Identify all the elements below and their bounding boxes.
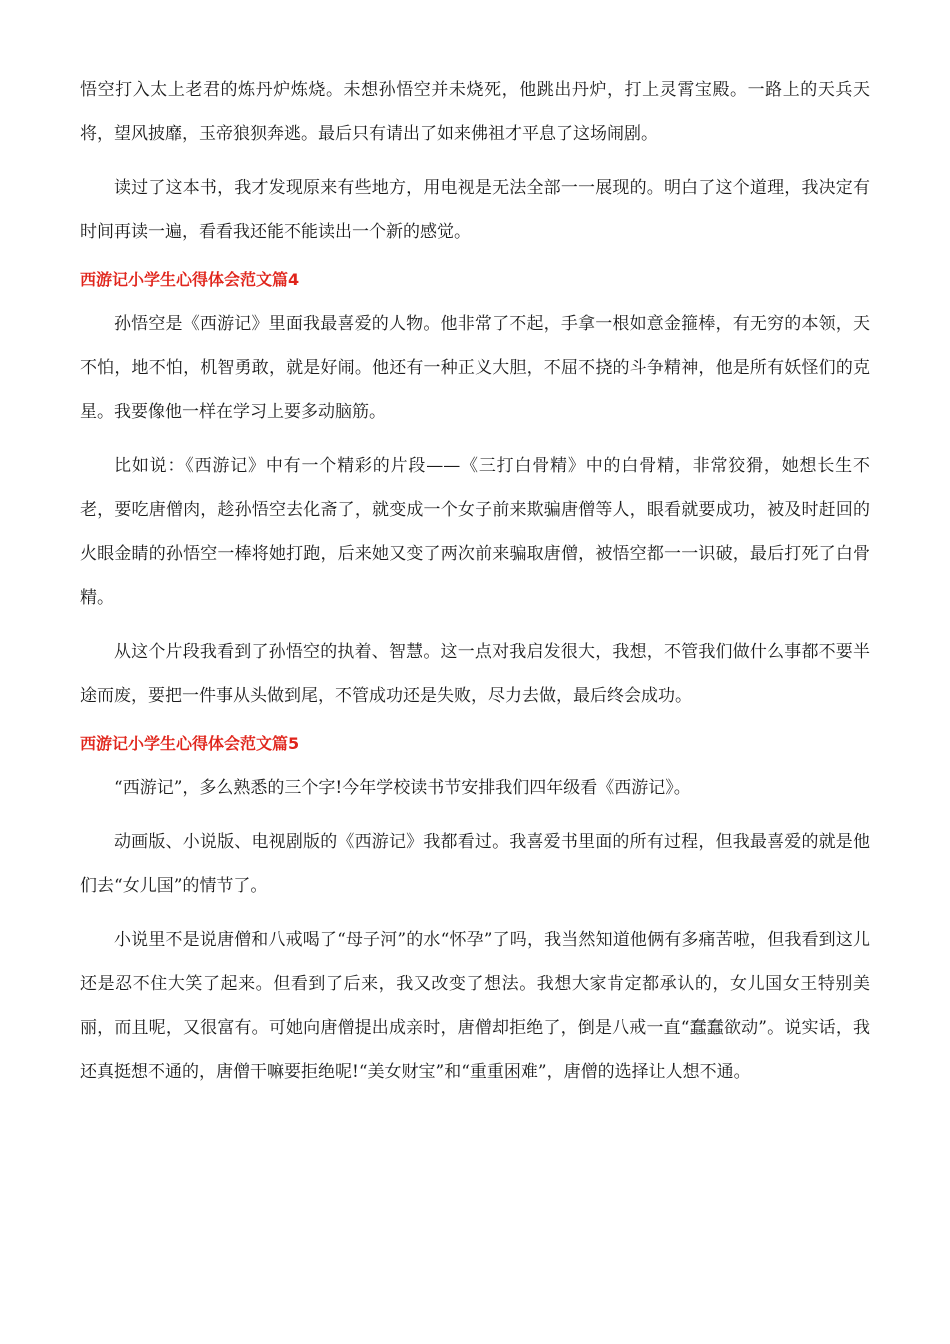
section-heading: 西游记小学生心得体会范文篇5 [80,734,300,753]
document-page [80,68,870,1094]
paragraph: 读过了这本书，我才发现原来有些地方，用电视是无法全部一一展现的。明白了这个道理，我决定有时间再读一遍，看看我还能不能读出一个新的感觉。 [80,178,870,242]
paragraph: 动画版、小说版、电视剧版的《西游记》我都看过。我喜爱书里面的所有过程，但我最喜爱的就是他们去“女儿国”的情节了。 [80,832,870,896]
paragraph: 比如说：《西游记》中有一个精彩的片段——《三打白骨精》中的白骨精，非常狡猾，她想长生不老，要吃唐僧肉，趁孙悟空去化斋了，就变成一个女子前来欺骗唐僧等人，眼看就要成功，被及时赶回的火眼金睛的孙悟空一棒将她打跑，后来她又变了两次前来骗取唐僧，被悟空都一一识破，最后打死了白骨精。 [80,456,870,608]
section-heading: 西游记小学生心得体会范文篇4 [80,270,300,289]
paragraph: 从这个片段我看到了孙悟空的执着、智慧。这一点对我启发很大，我想，不管我们做什么事都不要半途而废，要把一件事从头做到尾，不管成功还是失败，尽力去做，最后终会成功。 [80,642,870,706]
paragraph: “西游记”，多么熟悉的三个字!今年学校读书节安排我们四年级看《西游记》。 [114,778,691,798]
paragraph: 悟空打入太上老君的炼丹炉炼烧。未想孙悟空并未烧死，他跳出丹炉，打上灵霄宝殿。一路上的天兵天将，望风披靡，玉帝狼狈奔逃。最后只有请出了如来佛祖才平息了这场闹剧。 [80,80,870,144]
paragraph: 孙悟空是《西游记》里面我最喜爱的人物。他非常了不起，手拿一根如意金箍棒，有无穷的本领，天不怕，地不怕，机智勇敢，就是好闹。他还有一种正义大胆，不屈不挠的斗争精神，他是所有妖怪们的克星。我要像他一样在学习上要多动脑筋。 [80,314,870,422]
paragraph: 小说里不是说唐僧和八戒喝了“母子河”的水“怀孕”了吗，我当然知道他俩有多痛苦啦，但我看到这儿还是忍不住大笑了起来。但看到了后来，我又改变了想法。我想大家肯定都承认的，女儿国女王特别美丽，而且呢，又很富有。可她向唐僧提出成亲时，唐僧却拒绝了，倒是八戒一直“蠢蠢欲动”。说实话，我还真挺想不通的，唐僧干嘛要拒绝呢!“美女财宝”和“重重困难”，唐僧的选择让人想不通。 [80,930,870,1082]
